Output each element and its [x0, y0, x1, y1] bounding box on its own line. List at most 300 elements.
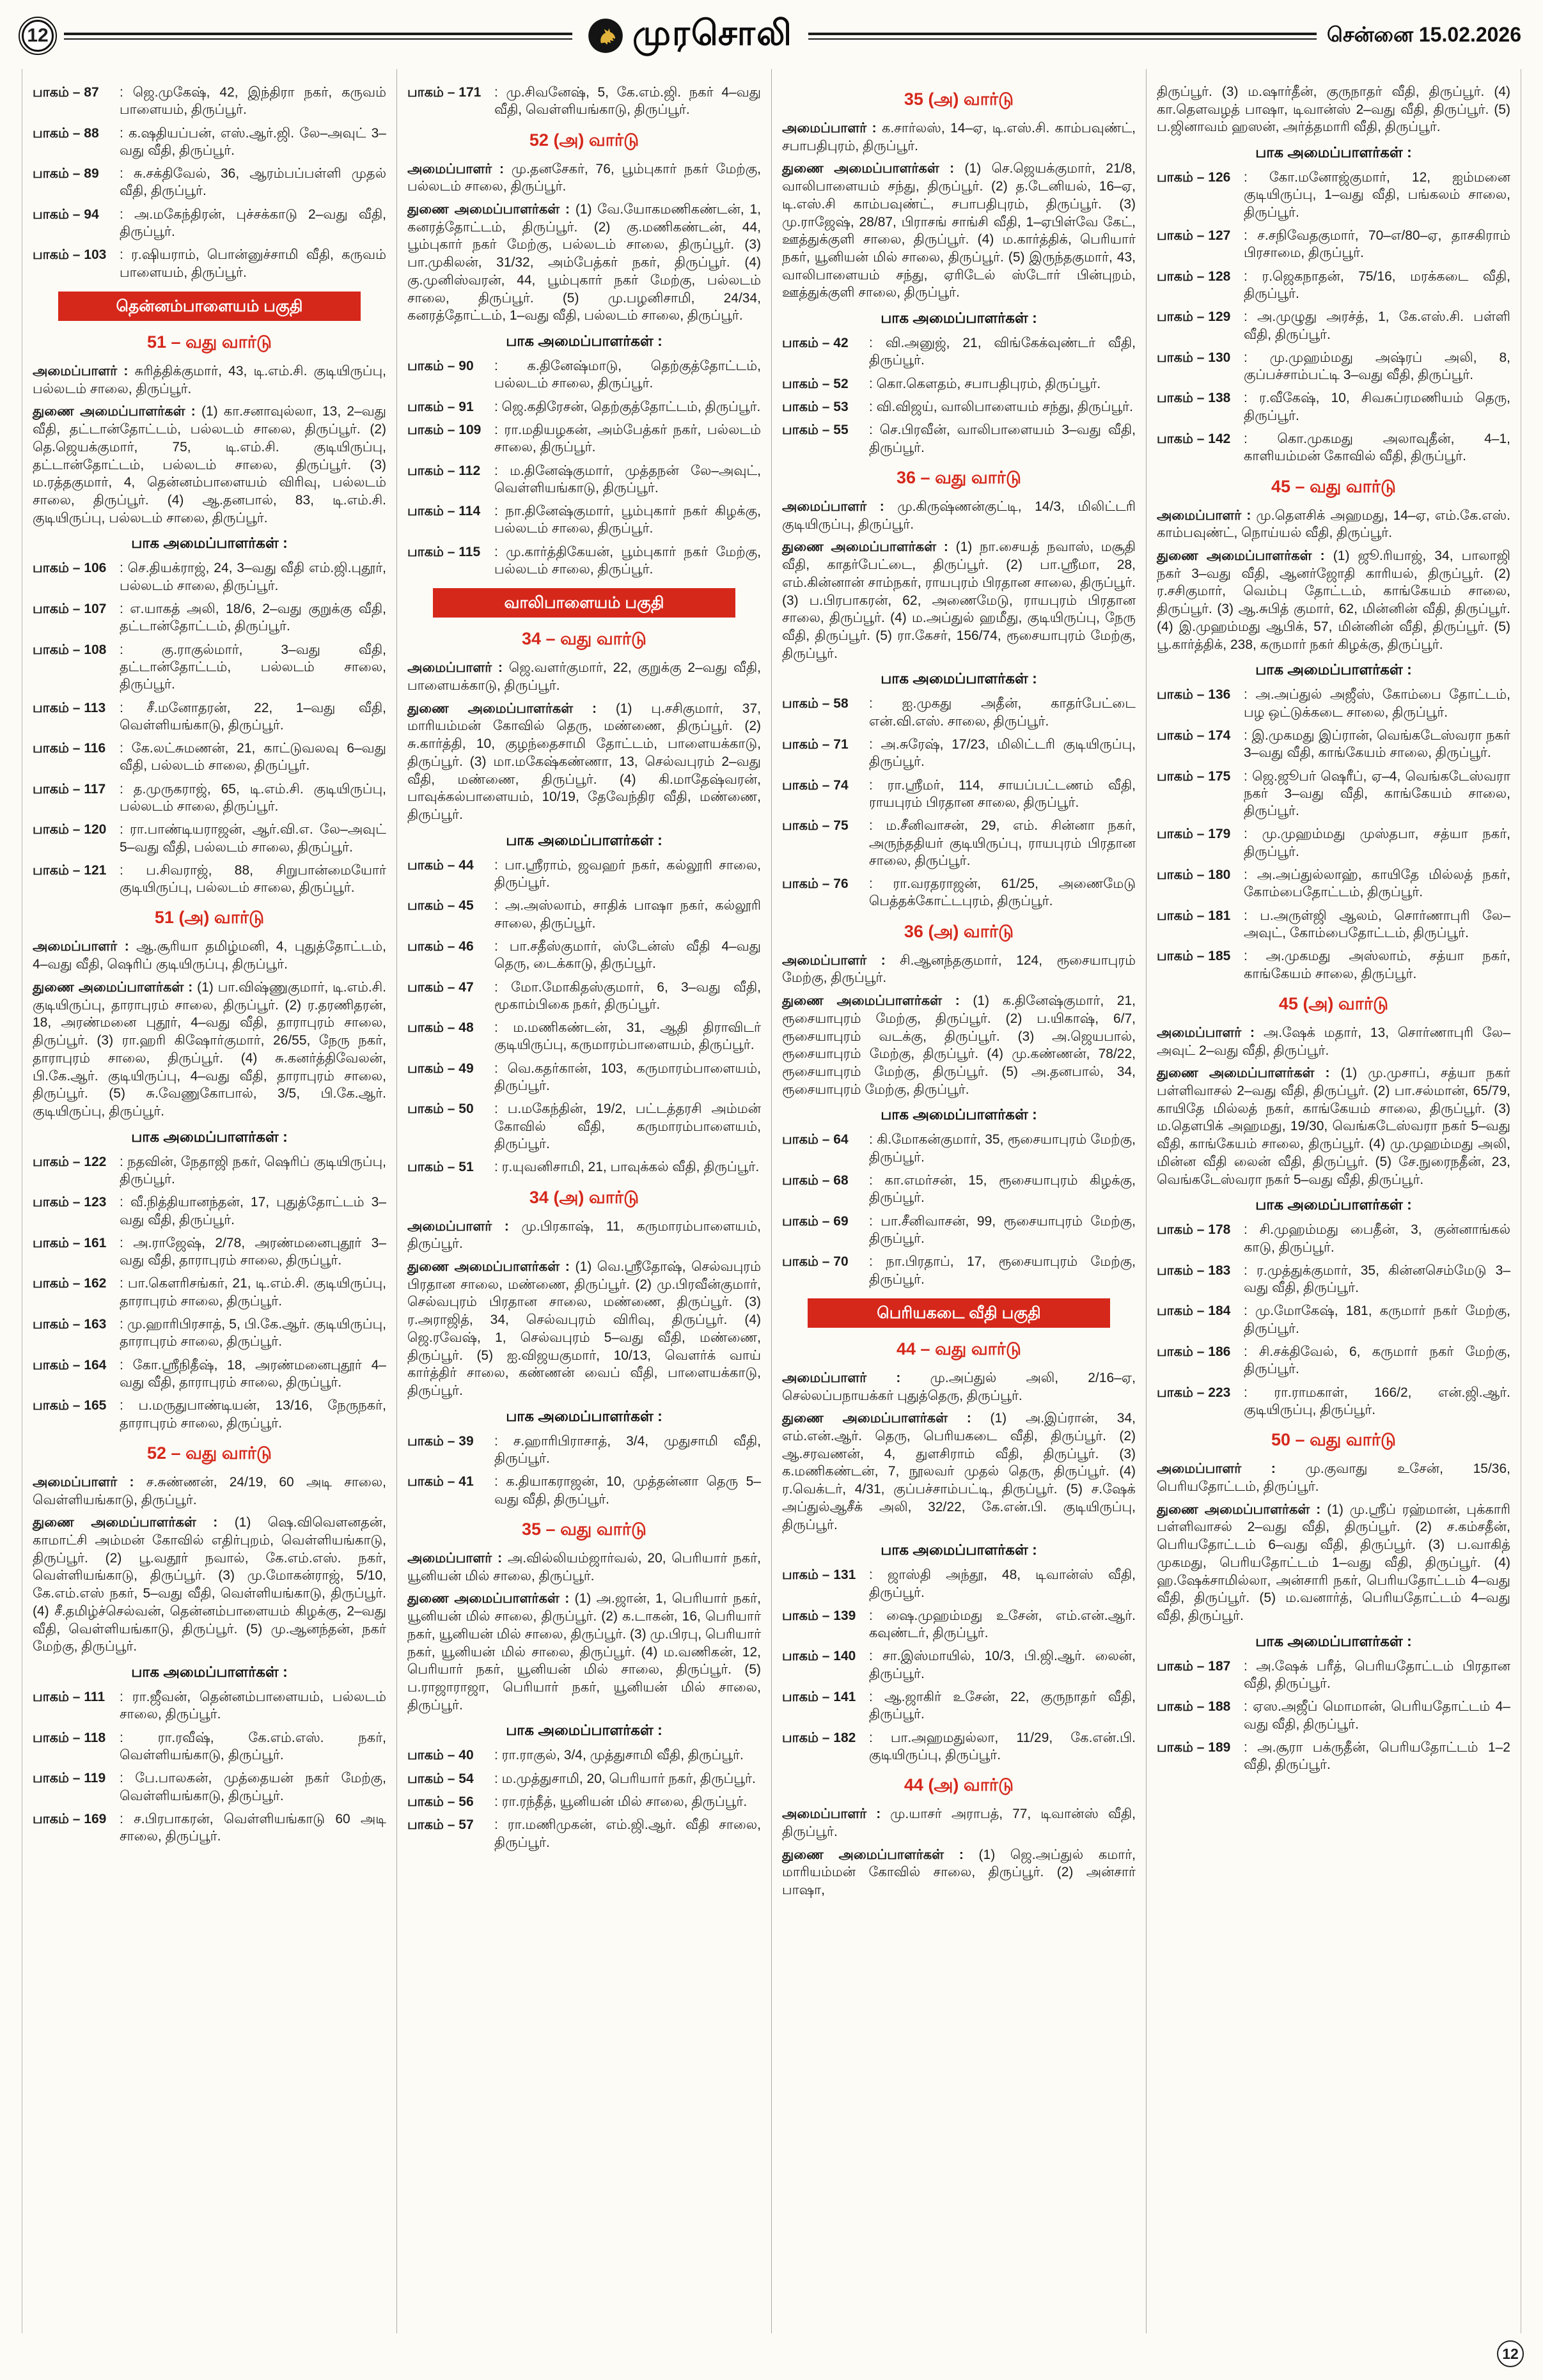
part-entry-text: : அ.சுரேஷ், 17/23, மிலிட்டரி குடியிருப்பு, திருப்பூர்.: [869, 737, 1136, 770]
part-entry: [33, 641, 386, 694]
part-entry: [782, 1253, 1136, 1288]
part-entry-text: : ஆ.ஜாகிர் உசேன், 22, குருநாதர் வீதி, திருப்பூர்.: [869, 1690, 1136, 1722]
part-entry: [407, 543, 761, 579]
part-entry: [782, 695, 1136, 730]
part-entry-label: பாகம் – 50: [407, 1101, 474, 1117]
part-entry-text: : ர.ஷியராம், பொன்னுச்சாமி வீதி, கருவம் பாளையம், திருப்பூர்.: [120, 247, 386, 280]
part-entry: [1157, 1262, 1510, 1297]
part-entry: [33, 1357, 386, 1392]
part-entry: [1157, 1221, 1510, 1256]
part-entry-text: : ரா.ஜீவன், தென்னம்பாளையம், பல்லடம் சாலை, திருப்பூர்.: [120, 1690, 386, 1722]
part-entry-text: : அ.முழுது அரச்த், 1, கே.எஸ்.சி. பள்ளி வீதி, திருப்பூர்.: [1244, 309, 1510, 342]
part-entry-text: : கி.மோகன்குமார், 35, ரூசையாபுரம் மேற்கு, திருப்பூர்.: [869, 1132, 1136, 1165]
part-entry-text: : கு.ராகுல்மார், 3–வது வீதி, தட்டான்தோட்டம், பல்லடம் சாலை, திருப்பூர்.: [120, 642, 386, 692]
part-entry-label: பாகம் – 40: [407, 1748, 474, 1763]
part-entry: [407, 398, 761, 416]
part-entry: [407, 1158, 761, 1176]
part-entry-label: பாகம் – 42: [782, 336, 849, 351]
part-entry: [782, 1566, 1136, 1601]
part-entry-label: பாகம் – 107: [33, 602, 107, 617]
part-entry: [1157, 227, 1510, 262]
part-entry-label: பாகம் – 129: [1157, 309, 1231, 325]
part-entry-label: பாகம் – 183: [1157, 1263, 1231, 1278]
deputy-organizers-paragraph: துணை அமைப்பாளர்கள் : (1) ஜெ.அப்துல் கமார், மாரியம்மன் கோவில் சாலை, திருப்பூர். (2) அன்சார் பாஷா,: [782, 1847, 1136, 1898]
part-entry-label: பாகம் – 49: [407, 1061, 474, 1076]
part-entry: [33, 206, 386, 241]
part-entry-text: : க.தியாகராஜன், 10, முத்தன்னா தெரு 5–வது வீதி, திருப்பூர்.: [494, 1474, 761, 1507]
part-entry: [782, 736, 1136, 771]
part-entry: [1157, 947, 1510, 983]
part-entry-label: பாகம் – 128: [1157, 268, 1231, 284]
part-entry-text: : நா.தினேஷ்குமார், பூம்புகார் நகர் கிழக்கு, பல்லடம் சாலை, திருப்பூர்.: [494, 504, 761, 536]
part-entry: [1157, 1343, 1510, 1378]
part-entry-label: பாகம் – 171: [407, 85, 482, 100]
part-entry-text: : வி.அனுஜ், 21, விங்கேக்வுண்டர் வீதி, திருப்பூர்.: [869, 336, 1136, 368]
part-entry-label: பாகம் – 223: [1157, 1385, 1231, 1400]
deputy-organizers-paragraph: துணை அமைப்பாளர்கள் : (1) வே.யோகமணிகண்டன், 1, கனரத்தோட்டம், திருப்பூர். (2) கு.மணிகண்டன், 44, பூம்புகார் நகர் மேற்கு, பல்லடம் சாலை, திருப்பூர். (3) பா.முகிலன், 31/32, அம்பேத்கர் நகர், திருப்பூர். (4) கு.முனிஸ்வரன், 44, பூம்புகார் நகர் மேற்கு, பல்லடம் சாலை, திருப்பூர். (5) மு.பழனிசாமி, 24/34, கனரத்தோட்டம், 1–வது வீதி, பல்லடம் சாலை, திருப்பூர்.: [407, 202, 761, 323]
run-in-label: துணை அமைப்பாளர்கள் :: [782, 540, 956, 555]
part-entry-text: : ப.அருள்ஜி ஆலம், சொர்ணாபுரி லே–அவுட், கோம்பைதோட்டம், திருப்பூர்.: [1244, 908, 1510, 940]
part-entry-text: : ரா.ரந்தீத், யூனியன் மில் சாலை, திருப்பூர்.: [494, 1794, 748, 1809]
part-entry-text: : ஜெ.கதிரேசன், தெற்குத்தோட்டம், திருப்பூர்.: [494, 399, 761, 414]
part-entry-label: பாகம் – 109: [407, 422, 482, 437]
run-in-label: அமைப்பாளர் :: [33, 1474, 146, 1489]
run-in-label: துணை அமைப்பாளர்கள் :: [407, 202, 576, 217]
part-entry-label: பாகம் – 178: [1157, 1222, 1231, 1238]
part-entry: [33, 1769, 386, 1805]
part-entry-text: : ஐ.முகது அதீன், காதர்பேட்டை என்.வி.எஸ். சாலை, திருப்பூர்.: [869, 696, 1136, 729]
part-entry-text: : கா.எமர்சன், 15, ரூசையாபுரம் கிழக்கு, திருப்பூர்.: [869, 1173, 1136, 1206]
part-entry-label: பாகம் – 123: [33, 1195, 107, 1210]
part-entry: [407, 421, 761, 456]
part-entry-text: : க.தினேஷ்மாடு, தெற்குத்தோட்டம், பல்லடம் சாலை, திருப்பூர்.: [494, 359, 761, 391]
part-entry: [1157, 825, 1510, 860]
part-entry-label: பாகம் – 141: [782, 1690, 856, 1705]
part-entry-label: பாகம் – 187: [1157, 1658, 1231, 1674]
columns: [22, 69, 1521, 2333]
part-entry-text: : மு.சிவனேஷ், 5, கே.எம்.ஜி. நகர் 4–வது வீதி, வெள்ளியங்காடு, திருப்பூர்.: [494, 85, 761, 118]
deputy-organizers-paragraph: துணை அமைப்பாளர்கள் : (1) மு.முசாப், சத்யா நகர் பள்ளிவாசல் 2–வது வீதி, திருப்பூர். (2) பா.சல்மான், 65/79, காயிதே மில்லத் நகர், காங்கேயம் சாலை, திருப்பூர். (3) ம.தௌபிக் அஹமது, 19/30, வெங்கடேஸ்வரா நகர் 5–வது வீதி, காங்கேயம் சாலை, திருப்பூர். (4) மு.முஹம்மது அலி, மின்ன வீதி லைன் வீதி, திருப்பூர். (5) சே.நுரைநதீன், 23, வெங்கடேஸ்வரா நகர் 5–வது வீதி, திருப்பூர்.: [1157, 1066, 1510, 1187]
part-entry-text: : அ.மகேந்திரன், புச்சக்காடு 2–வது வீதி, திருப்பூர்.: [120, 206, 386, 240]
part-entry-label: பாகம் – 69: [782, 1213, 849, 1229]
part-entry: [1157, 1384, 1510, 1419]
run-in-label: அமைப்பாளர் :: [33, 363, 135, 378]
part-entry-label: பாகம் – 138: [1157, 391, 1231, 406]
part-entry-label: பாகம் – 58: [782, 696, 849, 712]
part-organizers-heading: பாக அமைப்பாளர்கள் :: [131, 1128, 288, 1145]
run-in-label: துணை அமைப்பாளர்கள் :: [407, 1259, 576, 1274]
part-entry-text: : ம.முத்துசாமி, 20, பெரியார் நகர், திருப்பூர்.: [494, 1771, 756, 1786]
organizer-paragraph: அமைப்பாளர் : மு.பிரகாஷ், 11, கருமாரம்பாளையம், திருப்பூர்.: [407, 1218, 762, 1252]
part-entry-text: : ரா.மதியழகன், அம்பேத்கர் நகர், பல்லடம் சாலை, திருப்பூர்.: [494, 422, 761, 455]
part-entry-label: பாகம் – 56: [407, 1794, 474, 1809]
part-entry: [33, 1275, 386, 1310]
part-entry: [1157, 866, 1510, 901]
part-entry: [407, 1793, 761, 1810]
section-header: வாலிபாளையம் பகுதி: [433, 588, 735, 618]
part-entry: [33, 699, 386, 735]
part-entry-text: : ரா.மணிமுகன், எம்.ஜி.ஆர். வீதி சாலை, திருப்பூர்.: [494, 1817, 761, 1850]
column-3: [772, 69, 1147, 2333]
organizer-paragraph: அமைப்பாளர் : ஜெ.வளர்குமார், 22, குறுக்கு 2–வது வீதி, பாளையக்காடு, திருப்பூர்.: [407, 660, 762, 694]
organizer-paragraph: அமைப்பாளர் : சி.ஆனந்தகுமார், 124, ரூசையாபுரம் மேற்கு, திருப்பூர்.: [782, 953, 1136, 986]
part-entry: [782, 875, 1136, 910]
part-entry: [33, 125, 386, 160]
column-2: [397, 69, 772, 2333]
run-in-label: அமைப்பாளர் :: [782, 499, 898, 514]
part-entry: [407, 1816, 761, 1851]
deputy-organizers-paragraph: துணை அமைப்பாளர்கள் : (1) ஷெ.விவௌனதன், காமாட்சி அம்மன் கோவில் எதிர்புறம், வெள்ளியங்காடு, திருப்பூர். (2) பூ.வதூர் நவால், கே.எம்.எஸ். நகர், வெள்ளியங்காடு, திருப்பூர். (3) மு.மோகன்ராஜ், 5/10, கே.எம்.எஸ் நகர், 5–வது வீதி, வெள்ளியங்காடு, திருப்பூர். (4) சீ.தமிழ்ச்செல்வன், தென்னம்பாளையம் கிழக்கு, 2–வது வீதி, வெள்ளியங்காடு, திருப்பூர். (5) மு.ஆனந்தன், நகர் மேற்கு, திருப்பூர்.: [33, 1515, 386, 1654]
run-in-label: அமைப்பாளர் :: [407, 161, 512, 176]
part-entry-label: பாகம் – 161: [33, 1235, 107, 1250]
part-entry-text: : பா.அஹமதுல்லா, 11/29, கே.என்.பி. குடியிருப்பு, திருப்பூர்.: [869, 1730, 1136, 1762]
part-entry-text: : கே.லட்சுமணன், 21, காட்டுவலவு 6–வது வீதி, பல்லடம் சாலை, திருப்பூர்.: [120, 741, 386, 774]
run-in-label: அமைப்பாளர் :: [1157, 508, 1257, 523]
run-in-label: துணை அமைப்பாளர்கள் :: [407, 701, 616, 716]
part-entry: [407, 1473, 761, 1508]
masthead-title: முரசொலி: [632, 14, 793, 52]
part-entry: [782, 777, 1136, 812]
organizer-paragraph: அமைப்பாளர் : மு.கிருஷ்ணன்குட்டி, 14/3, மிலிட்டரி குடியிருப்பு, திருப்பூர்.: [782, 499, 1136, 532]
part-entry-label: பாகம் – 68: [782, 1173, 849, 1188]
part-entry: [33, 1316, 386, 1351]
part-entry-label: பாகம் – 112: [407, 463, 481, 478]
part-entry: [407, 462, 761, 497]
part-entry-label: பாகம் – 111: [33, 1690, 105, 1705]
run-in-label: அமைப்பாளர் :: [782, 953, 900, 968]
run-in-label: துணை அமைப்பாளர்கள் :: [33, 404, 201, 419]
part-entry-label: பாகம் – 180: [1157, 867, 1231, 883]
part-entry-text: : ஜெ.ஜூபர் ஷெரீப், ஏ–4, வெங்கடேஸ்வரா நகர் 3–வது வீதி, காங்கேயம் சாலை, திருப்பூர்.: [1244, 768, 1510, 819]
column-1: [22, 69, 397, 2333]
part-entry: [33, 1729, 386, 1764]
part-entry: [1157, 686, 1510, 721]
part-entry: [407, 897, 761, 932]
part-entry-label: பாகம் – 39: [407, 1433, 474, 1449]
part-entry-label: பாகம் – 136: [1157, 687, 1231, 703]
part-entry: [33, 84, 386, 119]
deputy-organizers-paragraph: துணை அமைப்பாளர்கள் : (1) அ.ஜான், 1, பெரியார் நகர், யூனியன் மில் சாலை, திருப்பூர். (2) க.டாகன், 16, பெரியார் நகர், யூனியன் மில் சாலை, திருப்பூர். (3) மு.பிரபு, பெரியார் நகர், யூனியன் மில் சாலை, திருப்பூர். (4) ம.வணிகன், 12, பெரியார் நகர், யூனியன் மில் சாலை, திருப்பூர். (5) ப.ராஜாராஜா, பெரியார் நகர், யூனியன் மில் சாலை, திருப்பூர்.: [407, 1591, 761, 1713]
part-entry-text: : அ.அப்துல்லாஹ், காயிதே மில்லத் நகர், கோம்பைதோட்டம், திருப்பூர்.: [1244, 867, 1510, 900]
part-entry-label: பாகம் – 179: [1157, 827, 1231, 842]
part-entry: [33, 1810, 386, 1846]
part-entry-text: : மு.மோகேஷ், 181, கருமார் நகர் மேற்கு, திருப்பூர்.: [1244, 1303, 1510, 1336]
part-entry: [782, 1647, 1136, 1683]
part-entry-text: : ப.மருதுபாண்டியன், 13/16, நேருநகர், தாராபுரம் சாலை, திருப்பூர்.: [120, 1398, 386, 1431]
part-entry: [407, 1433, 761, 1468]
ward-header: 51 (அ) வார்டு: [154, 908, 265, 928]
part-organizers-heading: பாக அமைப்பாளர்கள் :: [1255, 661, 1412, 678]
run-in-label: துணை அமைப்பாளர்கள் :: [33, 1515, 235, 1530]
part-entry-label: பாகம் – 185: [1157, 949, 1231, 964]
part-entry: [1157, 768, 1510, 820]
part-entry-label: பாகம் – 88: [33, 125, 99, 141]
part-entry-label: பாகம் – 71: [782, 737, 849, 752]
part-entry: [33, 1397, 386, 1432]
part-organizers-heading: பாக அமைப்பாளர்கள் :: [1255, 1632, 1412, 1649]
part-entry-text: : ச.சநிவேதகுமார், 70–எ/80–ஏ, தாசகிராம் பிரசாமை, திருப்பூர்.: [1244, 228, 1510, 261]
part-entry: [407, 938, 761, 973]
part-entry-label: பாகம் – 75: [782, 818, 849, 834]
part-entry: [1157, 1698, 1510, 1733]
part-entry-text: : செ.தியக்ராஜ், 24, 3–வது வீதி எம்.ஜி.புதூர், பல்லடம் சாலை, திருப்பூர்.: [120, 561, 386, 593]
part-organizers-heading: பாக அமைப்பாளர்கள் :: [881, 1541, 1037, 1559]
part-entry: [1157, 430, 1510, 465]
ward-header: 52 – வது வார்டு: [147, 1443, 272, 1463]
part-entry-label: பாகம் – 169: [33, 1811, 107, 1826]
part-entry-label: பாகம் – 70: [782, 1254, 849, 1270]
run-in-label: அமைப்பாளர் :: [407, 1218, 522, 1234]
part-entry-label: பாகம் – 162: [33, 1276, 107, 1291]
part-entry-label: பாகம் – 64: [782, 1132, 849, 1147]
part-entry-label: பாகம் – 130: [1157, 350, 1231, 365]
part-entry: [407, 979, 761, 1014]
part-entry-label: பாகம் – 114: [407, 504, 481, 519]
part-entry-text: : கோ.ஸ்ரீநிதீஷ், 18, அரண்மனைபுதூர் 4–வது வீதி, தாராபுரம் சாலை, திருப்பூர்.: [120, 1357, 386, 1390]
part-entry-text: : ர.வீகேஷ், 10, சிவசுப்ரமணியம் தெரு, திருப்பூர்.: [1244, 391, 1510, 423]
organizer-paragraph: அமைப்பாளர் : அ.ஷேக் மதார், 13, சொர்ணாபுரி லே–அவுட் 2–வது வீதி, திருப்பூர்.: [1157, 1025, 1510, 1058]
part-entry-text: : மு.ஹாரிபிரசாத், 5, பி.கே.ஆர். குடியிருப்பு, தாராபுரம் சாலை, திருப்பூர்.: [120, 1317, 386, 1349]
part-entry-text: : சி.சக்திவேல், 6, கருமார் நகர் மேற்கு, திருப்பூர்.: [1244, 1344, 1510, 1377]
run-in-label: துணை அமைப்பாளர்கள் :: [407, 1591, 575, 1606]
part-entry-text: : ரா.ரவீஷ், கே.எம்.எஸ். நகர், வெள்ளியங்காடு, திருப்பூர்.: [120, 1730, 386, 1762]
ward-header: 44 (அ) வார்டு: [904, 1775, 1014, 1795]
part-entry-label: பாகம் – 140: [782, 1649, 856, 1664]
part-entry: [33, 246, 386, 281]
part-entry-label: பாகம் – 120: [33, 822, 107, 837]
part-entry-text: : அ.சூரா பக்ருதீன், பெரியதோட்டம் 1–2 வீதி, திருப்பூர்.: [1244, 1739, 1510, 1773]
part-entry: [33, 740, 386, 775]
part-entry-text: : இ.முகமது இப்ரான், வெங்கடேஸ்வரா நகர் 3–வது வீதி, காங்கேயம் சாலை, திருப்பூர்.: [1244, 727, 1510, 761]
part-entry: [33, 1153, 386, 1188]
part-organizers-heading: பாக அமைப்பாளர்கள் :: [506, 1722, 662, 1739]
run-in-label: துணை அமைப்பாளர்கள் :: [782, 993, 973, 1009]
part-entry-label: பாகம் – 91: [407, 399, 474, 414]
run-in-label: துணை அமைப்பாளர்கள் :: [782, 161, 965, 176]
part-entry-label: பாகம் – 119: [33, 1771, 106, 1786]
part-entry-label: பாகம் – 48: [407, 1020, 474, 1036]
part-entry-text: : பா.ஸ்ரீராம், ஜவஹர் நகர், கல்லூரி சாலை, திருப்பூர்.: [494, 857, 761, 891]
part-entry-label: பாகம் – 139: [782, 1608, 856, 1623]
part-entry: [33, 821, 386, 856]
organizer-paragraph: அமைப்பாளர் : மு.யாசர் அராபத், 77, டிவான்ஸ் வீதி, திருப்பூர்.: [782, 1807, 1136, 1839]
part-entry-label: பாகம் – 182: [782, 1730, 856, 1745]
part-entry: [782, 375, 1136, 393]
part-entry-text: : கோ.மனோஜ்குமார், 12, ஐம்மனை குடியிருப்பு, 1–வது வீதி, பங்கலம் சாலை, திருப்பூர்.: [1244, 170, 1510, 220]
section-header: பெரியகடை வீதி பகுதி: [808, 1298, 1110, 1328]
part-entry-text: : அ.முகமது அஸ்லாம், சத்யா நகர், காங்கேயம் சாலை, திருப்பூர்.: [1244, 949, 1510, 981]
part-entry-label: பாகம் – 52: [782, 376, 849, 391]
part-entry: [1157, 1658, 1510, 1693]
part-entry-text: : ஷை.முஹம்மது உசேன், எம்.என்.ஆர். கவுண்டர், திருப்பூர்.: [869, 1608, 1136, 1641]
part-entry-label: பாகம் – 87: [33, 85, 99, 100]
part-entry: [33, 781, 386, 816]
part-organizers-heading: பாக அமைப்பாளர்கள் :: [881, 670, 1037, 687]
organizer-paragraph: அமைப்பாளர் : மு.தௌசிக் அஹமது, 14–ஏ, எம்.கே.எஸ். காம்பவுண்ட், நொய்யல் வீதி, திருப்பூர்.: [1157, 508, 1510, 541]
part-entry-label: பாகம் – 55: [782, 423, 849, 438]
section-header: தென்னம்பாளையம் பகுதி: [58, 292, 361, 321]
deputy-organizers-paragraph: துணை அமைப்பாளர்கள் : (1) ஜூ.ரியாஜ், 34, பாலாஜி நகர் 3–வது வீதி, ஆனர்ஜோதி காரியல், திருப்பூர். (2) ர.சசிகுமார், வெம்பு தோட்டம், காங்கேயம் சாலை, திருப்பூர். (3) ஆ.சுபித் குமார், 62, மின்னின் வீதி, திருப்பூர். (4) இ.முஹம்மது ஆபிக், 57, மின்னின் வீதி, திருப்பூர். (5) பூ.கார்த்திக், 238, கருமார் நகர் கிழக்கு, திருப்பூர்.: [1157, 548, 1510, 652]
part-entry-text: : பா.கௌரிசங்கர், 21, டி.எம்.சி. குடியிருப்பு, தாராபுரம் சாலை, திருப்பூர்.: [120, 1276, 386, 1309]
deputy-organizers-paragraph: துணை அமைப்பாளர்கள் : (1) அ.இப்ரான், 34, எம்.என்.ஆர். தெரு, பெரியகடை வீதி, திருப்பூர். (2) ஆ.சரவணன், 4, துளசிராம் வீதி, திருப்பூர். (3) க.மணிகண்டன், 7, நூலவர் முதல் தெரு, திருப்பூர். (4) ர.வெக்டர், 4/31, குப்பச்சாம்பட்டி, திருப்பூர். (5) ச.ஷேக் அப்துல்ஆசீக் அலி, 32/22, கே.என்.பி. குடியிருப்பு, திருப்பூர்.: [782, 1411, 1136, 1532]
part-entry: [407, 502, 761, 538]
part-entry-text: : ஜெ.முகேஷ், 42, இந்திரா நகர், கருவம் பாளையம், திருப்பூர்.: [120, 85, 386, 118]
part-entry-label: பாகம் – 118: [33, 1730, 106, 1745]
part-entry: [782, 1607, 1136, 1642]
part-entry-text: : வெ.கதர்கான், 103, கருமாரம்பாளையம், திருப்பூர்.: [494, 1061, 761, 1094]
part-entry-text: : அ.அப்துல் அஜீஸ், கோம்பை தோட்டம், பழ ஒட்டுக்கடை சாலை, திருப்பூர்.: [1244, 687, 1510, 720]
part-entry-label: பாகம் – 94: [33, 206, 99, 222]
ward-header: 45 (அ) வார்டு: [1278, 993, 1389, 1013]
part-organizers-heading: பாக அமைப்பாளர்கள் :: [506, 1407, 662, 1424]
deputy-organizers-paragraph: துணை அமைப்பாளர்கள் : (1) செ.ஜெயக்குமார், 21/8, வாலிபாளையம் சந்து, திருப்பூர். (2) த.டேனியல், 16–ஏ, டி.எஸ்.சி காம்பவுண்ட், சபாபதிபுரம், திருப்பூர். (3) மு.ராஜேஷ், 28/87, பிராசங் சாங்சி வீதி, 1–ஏபிள்வே கேட், ஊத்துக்குளி சாலை, திருப்பூர். (4) ம.கார்த்திக், பெரியார் நகர், யூனியன் மில் சாலை, திருப்பூர். (5) இருந்தகுமார், 43, வாலிபாளையம் சந்து, ஏரிடேல் ஸ்டோர் பின்புறம், ஊத்துக்குளி சாலை, திருப்பூர்.: [782, 161, 1136, 300]
part-organizers-heading: பாக அமைப்பாளர்கள் :: [881, 1106, 1037, 1123]
part-entry-label: பாகம் – 184: [1157, 1303, 1231, 1319]
part-entry-text: : சீ.மனோதரன், 22, 1–வது வீதி, வெள்ளியங்காடு, திருப்பூர்.: [120, 700, 386, 733]
part-entry-text: : ரா.ஸ்ரீமர், 114, சாயப்பட்டணம் வீதி, ராயபுரம் பிரதான சாலை, திருப்பூர்.: [869, 777, 1136, 810]
part-entry-label: பாகம் – 189: [1157, 1739, 1231, 1755]
part-entry-text: : எ.யாகத் அலி, 18/6, 2–வது குறுக்கு வீதி, தட்டான்தோட்டம், திருப்பூர்.: [120, 602, 386, 634]
part-entry-text: : க.ஷதியப்பன், எஸ்.ஆர்.ஜி. லே–அவுட் 3–வது வீதி, திருப்பூர்.: [120, 125, 386, 158]
part-entry-label: பாகம் – 57: [407, 1817, 474, 1833]
part-entry: [33, 559, 386, 595]
part-entry-text: : ப.சிவராஜ், 88, சிறுபான்மையோர் குடியிருப்பு, பல்லடம் சாலை, திருப்பூர்.: [120, 862, 386, 896]
part-entry-label: பாகம் – 131: [782, 1567, 856, 1583]
part-entry-label: பாகம் – 103: [33, 247, 107, 263]
deputy-organizers-paragraph: துணை அமைப்பாளர்கள் : (1) வெ.ஸ்ரீதோஷ், செல்வபுரம் பிரதான சாலை, மண்ணை, திருப்பூர். (2) மு.பிரவீன்குமார், செல்வபுரம் பிரதான சாலை, மண்ணை, திருப்பூர். (3) ர.அராஜித், 34, செல்வபுரம் விரிவு, திருப்பூர். (4) ஜெ.ரவேஷ், 1, செல்வபுரம் 5–வது வீதி, மண்ணை, திருப்பூர். (5) ஐ.விஜயகுமார், 10/13, வௌர்க் வாய் கார்த்திர் சாலை, கண்ணன் வைப் வீதி, பாளையக்காடு, திருப்பூர்.: [407, 1259, 761, 1399]
part-organizers-heading: பாக அமைப்பாளர்கள் :: [506, 831, 662, 848]
part-entry-text: : ம.சீனிவாசன், 29, எம். சின்னா நகர், அருந்ததியர் குடியிருப்பு, ராயபுரம் பிரதான சாலை, திருப்பூர்.: [869, 818, 1136, 868]
masthead-logo-icon: [588, 18, 623, 54]
header-rule-left: [64, 33, 572, 40]
part-entry-text: : நதவின், நேதாஜி நகர், ஷெரிப் குடியிருப்பு, திருப்பூர்.: [120, 1154, 386, 1186]
ward-header: 34 (அ) வார்டு: [529, 1187, 639, 1207]
part-entry-text: : பா.சதீஸ்குமார், ஸ்டேன்ஸ் வீதி 4–வது தெரு, டைக்காடு, திருப்பூர்.: [494, 938, 761, 972]
part-entry-text: : ப.மகேந்தின், 19/2, பட்டத்தரசி அம்மன் கோவில் வீதி, கருமாரம்பாளையம், திருப்பூர்.: [494, 1101, 761, 1151]
part-entry: [1157, 169, 1510, 221]
ward-header: 34 – வது வார்டு: [522, 629, 646, 649]
part-entry: [1157, 907, 1510, 942]
part-entry-label: பாகம் – 53: [782, 400, 849, 415]
part-entry-label: பாகம் – 113: [33, 700, 106, 715]
deputy-organizers-paragraph: துணை அமைப்பாளர்கள் : (1) மு.ஸ்ரீப் ரஹ்மான், புக்காரி பள்ளிவாசல் 2–வது வீதி, திருப்பூர். (2) ச.கம்சதீன், பெரியதோட்டம் 6–வது வீதி, திருப்பூர். (3) ப.வாகித் முகமது, பெரியதோட்டம் 1–வது வீதி, திருப்பூர். (4) ஹ.ஷேக்சாமில்லா, அன்சாரி நகர், பெரியதோட்டம் 4–வது வீதி, திருப்பூர். (5) ம.வனார்த், பெரியதோட்டம் 4–வது வீதி, திருப்பூர்.: [1157, 1502, 1510, 1623]
part-entry-label: பாகம் – 163: [33, 1317, 107, 1332]
part-entry-text: : ரா.பாண்டியராஜன், ஆர்.வி.எ. லே–அவுட் 5–வது வீதி, பல்லடம் சாலை, திருப்பூர்.: [120, 822, 386, 855]
part-entry-text: : ர.ஜெகநாதன், 75/16, மரக்கடை வீதி, திருப்பூர்.: [1244, 268, 1510, 301]
part-entry-text: : அ.ஷேக் பரீத், பெரியதோட்டம் பிரதான வீதி, திருப்பூர்.: [1244, 1658, 1510, 1692]
deputy-organizers-paragraph: துணை அமைப்பாளர்கள் : (1) க.தினேஷ்குமார், 21, ரூசையாபுரம் மேற்கு, திருப்பூர். (2) ப.யிகாஷ், 6/7, ரூசையாபுரம் வடக்கு, திருப்பூர். (3) அ.ஜெயபால், ரூசையாபுரம் மேற்கு, திருப்பூர். (4) மு.கண்ணன், 78/22, ரூசையாபுரம் மேற்கு, திருப்பூர். (5) அ.தனபால், 34, ரூசையாபுரம் மேற்கு, திருப்பூர்.: [782, 993, 1136, 1097]
part-entry-label: பாகம் – 181: [1157, 908, 1231, 923]
part-entry-label: பாகம் – 165: [33, 1398, 107, 1413]
part-entry-text: : ஏஸ.அஜீப் மொமான், பெரியதோட்டம் 4–வது வீதி, திருப்பூர்.: [1244, 1699, 1510, 1732]
organizer-paragraph: அமைப்பாளர் : மு.தனசேகர், 76, பூம்புகார் நகர் மேற்கு, பல்லடம் சாலை, திருப்பூர்.: [407, 161, 762, 194]
part-entry-text: : கொ.கௌதம், சபாபதிபுரம், திருப்பூர்.: [869, 376, 1101, 391]
deputy-organizers-paragraph: துணை அமைப்பாளர்கள் : (1) கா.சனாவுல்லா, 13, 2–வது வீதி, தட்டான்தோட்டம், பல்லடம் சாலை, திருப்பூர். (2) தெ.ஜெயக்குமார், 75, டி.எம்.சி. குடியிருப்பு, தட்டான்தோட்டம், பல்லடம் சாலை, திருப்பூர். (3) ம.ரத்தகுமார், 4, தென்னம்பாளையம் விரிவு, பல்லடம் சாலை, திருப்பூர். (4) ஆ.தனபால், 83, டி.எம்.சி. குடியிருப்பு, பல்லடம் சாலை, திருப்பூர்.: [33, 404, 386, 525]
part-entry-label: பாகம் – 174: [1157, 727, 1231, 743]
part-entry-label: பாகம் – 115: [407, 544, 481, 559]
part-entry: [1157, 268, 1510, 303]
part-organizers-heading: பாக அமைப்பாளர்கள் :: [506, 332, 662, 350]
part-entry: [1157, 727, 1510, 762]
organizer-paragraph: அமைப்பாளர் : அ.வில்லியம்ஜார்வல், 20, பெரியார் நகர், யூனியன் மில் சாலை, திருப்பூர்.: [407, 1550, 762, 1583]
part-entry: [33, 1688, 386, 1723]
organizer-paragraph: அமைப்பாளர் : மு.குவாது உசேன், 15/36, பெரியதோட்டம், திருப்பூர்.: [1157, 1461, 1510, 1494]
part-entry-label: பாகம் – 164: [33, 1357, 107, 1373]
part-entry-text: : சு.சக்திவேல், 36, ஆரம்பப்பள்ளி முதல் வீதி, திருப்பூர்.: [120, 166, 386, 199]
run-in-label: துணை அமைப்பாளர்கள் :: [1157, 1502, 1328, 1517]
part-entry: [407, 1100, 761, 1153]
part-organizers-heading: பாக அமைப்பாளர்கள் :: [131, 1663, 288, 1681]
run-in-label: துணை அமைப்பாளர்கள் :: [782, 1847, 979, 1862]
ward-header: 50 – வது வார்டு: [1271, 1430, 1396, 1450]
column-4: [1147, 69, 1521, 2333]
run-in-label: அமைப்பாளர் :: [1157, 1461, 1306, 1477]
part-entry-label: பாகம் – 122: [33, 1154, 107, 1169]
ward-header: 51 – வது வார்டு: [147, 332, 272, 352]
part-entry-label: பாகம் – 45: [407, 898, 474, 914]
page-number-badge: 12: [22, 20, 54, 52]
organizer-paragraph: அமைப்பாளர் : மு.அப்துல் அலி, 2/16–ஏ, செல்லப்பநாயக்கர் புதுத்தெரு, திருப்பூர்.: [782, 1370, 1136, 1403]
part-entry-text: : மு.கார்த்திகேயன், பூம்புகார் நகர் மேற்கு, பல்லடம் சாலை, திருப்பூர்.: [494, 544, 761, 577]
part-entry-label: பாகம் – 116: [33, 741, 106, 756]
part-entry-text: : மோ.மோகிதஸ்குமார், 6, 3–வது வீதி, மூகாம்பிகை நகர், திருப்பூர்.: [494, 979, 761, 1012]
part-entry: [407, 857, 761, 892]
part-entry-label: பாகம் – 74: [782, 777, 849, 793]
organizer-paragraph: அமைப்பாளர் : ஆ.சூரியா தமிழ்மனி, 4, புதுத்தோட்டம், 4–வது வீதி, ஷெரிப் குடியிருப்பு, திருப்பூர்.: [33, 939, 386, 972]
part-entry-label: பாகம் – 175: [1157, 768, 1231, 784]
part-entry: [407, 1746, 761, 1764]
organizer-paragraph: அமைப்பாளர் : க.சார்லஸ், 14–ஏ, டி.எஸ்.சி. காம்பவுண்ட், சபாபதிபுரம், திருப்பூர்.: [782, 121, 1136, 153]
part-entry-label: பாகம் – 51: [407, 1160, 474, 1175]
part-entry-text: : ர.யுவனிசாமி, 21, பாவுக்கல் வீதி, திருப்பூர்.: [494, 1160, 760, 1175]
run-in-label: அமைப்பாளர் :: [33, 939, 137, 954]
organizer-paragraph: அமைப்பாளர் : சுரித்திக்குமார், 43, டி.எம்.சி. குடியிருப்பு, பல்லடம் சாலை, திருப்பூர்.: [33, 363, 386, 396]
part-entry: [1157, 1302, 1510, 1337]
part-entry-label: பாகம் – 90: [407, 359, 474, 374]
part-organizers-heading: பாக அமைப்பாளர்கள் :: [1255, 1196, 1412, 1213]
part-entry: [33, 165, 386, 200]
part-entry: [33, 1194, 386, 1229]
deputy-organizers-paragraph: துணை அமைப்பாளர்கள் : (1) பு.சசிகுமார், 37, மாரியம்மன் கோவில் தெரு, மண்ணை, திருப்பூர். (2) சு.கார்த்தி, 10, குழந்தைசாமி தோட்டம், பாளையக்காடு, திருப்பூர். (3) மா.மகேஷ்கண்ணா, 13, செல்வபுரம் 2–வது வீதி, மண்ணை, திருப்பூர். (4) கி.மாதேஷ்வரன், பாவுக்கல்பாளையம், 10/19, தேவேந்திர வீதி, மண்ணை, திருப்பூர்.: [407, 701, 761, 823]
part-entry-label: பாகம் – 41: [407, 1474, 474, 1489]
run-in-label: அமைப்பாளர் :: [407, 660, 509, 676]
part-entry: [33, 600, 386, 635]
part-entry: [407, 84, 761, 119]
ward-header: 44 – வது வார்டு: [897, 1339, 1021, 1358]
continued-paragraph: திருப்பூர். (3) ம.ஷார்தீன், குருநாதர் வீதி, திருப்பூர். (4) கா.தௌவழத் பாஷா, டிவான்ஸ் 2–வது வீதி, திருப்பூர். (5) ப.ஜினாவம் ஹஸன், அர்த்தமாரி வீதி, திருப்பூர்.: [1157, 84, 1510, 135]
part-entry: [782, 334, 1136, 369]
masthead: [583, 13, 798, 58]
part-entry: [33, 1234, 386, 1270]
part-entry-text: : ரா.ராகுல், 3/4, முத்துசாமி வீதி, திருப்பூர்.: [494, 1748, 744, 1763]
ward-header: 52 (அ) வார்டு: [529, 130, 639, 150]
part-entry-label: பாகம் – 121: [33, 862, 107, 878]
run-in-label: துணை அமைப்பாளர்கள் :: [1157, 1066, 1341, 1081]
part-entry-text: : ர.முத்துக்குமார், 35, கின்னசெம்மேடு 3–வது வீதி, திருப்பூர்.: [1244, 1263, 1510, 1296]
part-entry-label: பாகம் – 186: [1157, 1344, 1231, 1360]
part-entry-text: : அ.அஸ்லாம், சாதிக் பாஷா நகர், கல்லூரி சாலை, திருப்பூர்.: [494, 898, 761, 931]
part-entry: [782, 1172, 1136, 1207]
part-entry-text: : சா.இஸ்மாயில், 10/3, பி.ஜி.ஆர். லைன், திருப்பூர்.: [869, 1649, 1136, 1681]
part-entry: [407, 1060, 761, 1095]
part-entry-text: : நா.பிரதாப், 17, ரூசையாபுரம் மேற்கு, திருப்பூர்.: [869, 1254, 1136, 1287]
part-entry-label: பாகம் – 117: [33, 781, 106, 797]
part-entry-label: பாகம் – 126: [1157, 170, 1231, 185]
organizer-paragraph: அமைப்பாளர் : ச.சுண்ணன், 24/19, 60 அடி சாலை, வெள்ளியங்காடு, திருப்பூர்.: [33, 1474, 386, 1507]
part-entry: [407, 1770, 761, 1787]
part-entry-text: : அ.ராஜேஷ், 2/78, அரண்மனைபுதூர் 3–வது வீதி, தாராபுரம் சாலை, திருப்பூர்.: [120, 1235, 386, 1268]
header-rule-right: [808, 33, 1317, 40]
